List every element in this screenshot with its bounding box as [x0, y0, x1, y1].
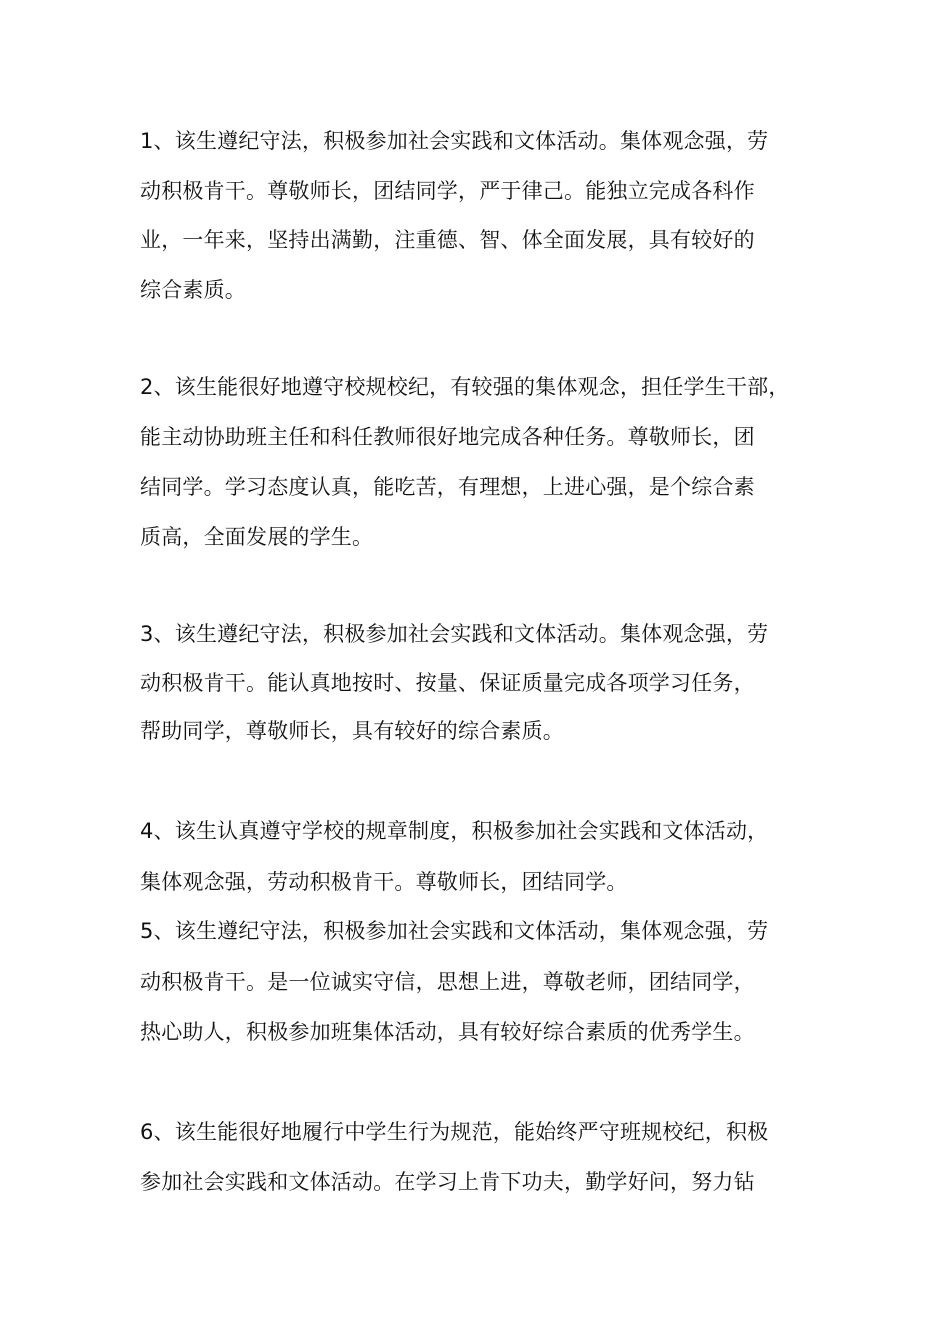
text-line: 综合素质。 [140, 278, 246, 302]
text-line: 5、该生遵纪守法，积极参加社会实践和文体活动，集体观念强，劳 [140, 919, 769, 943]
text-line: 热心助人，积极参加班集体活动，具有较好综合素质的优秀学生。 [140, 1020, 755, 1044]
text-line: 业，一年来，坚持出满勤，注重德、智、体全面发展，具有较好的 [140, 228, 755, 252]
text-line: 参加社会实践和文体活动。在学习上肯下功夫，勤学好问，努力钻 [140, 1170, 755, 1194]
text-line: 3、该生遵纪守法，积极参加社会实践和文体活动。集体观念强，劳 [140, 622, 769, 646]
text-line: 动积极肯干。能认真地按时、按量、保证质量完成各项学习任务， [140, 671, 755, 695]
text-line: 4、该生认真遵守学校的规章制度，积极参加社会实践和文体活动， [140, 819, 769, 843]
text-line: 帮助同学，尊敬师长，具有较好的综合素质。 [140, 719, 564, 743]
text-line: 质高，全面发展的学生。 [140, 525, 374, 549]
text-line: 2、该生能很好地遵守校规校纪，有较强的集体观念，担任学生干部， [140, 375, 790, 399]
text-line: 集体观念强，劳动积极肯干。尊敬师长，团结同学。 [140, 870, 628, 894]
text-line: 结同学。学习态度认真，能吃苦，有理想，上进心强，是个综合素 [140, 475, 755, 499]
text-line: 能主动协助班主任和科任教师很好地完成各种任务。尊敬师长，团 [140, 425, 755, 449]
text-line: 动积极肯干。尊敬师长，团结同学，严于律己。能独立完成各科作 [140, 179, 755, 203]
text-line: 6、该生能很好地履行中学生行为规范，能始终严守班规校纪，积极 [140, 1120, 769, 1144]
text-line: 动积极肯干。是一位诚实守信，思想上进，尊敬老师，团结同学， [140, 970, 755, 994]
text-line: 1、该生遵纪守法，积极参加社会实践和文体活动。集体观念强，劳 [140, 129, 769, 153]
